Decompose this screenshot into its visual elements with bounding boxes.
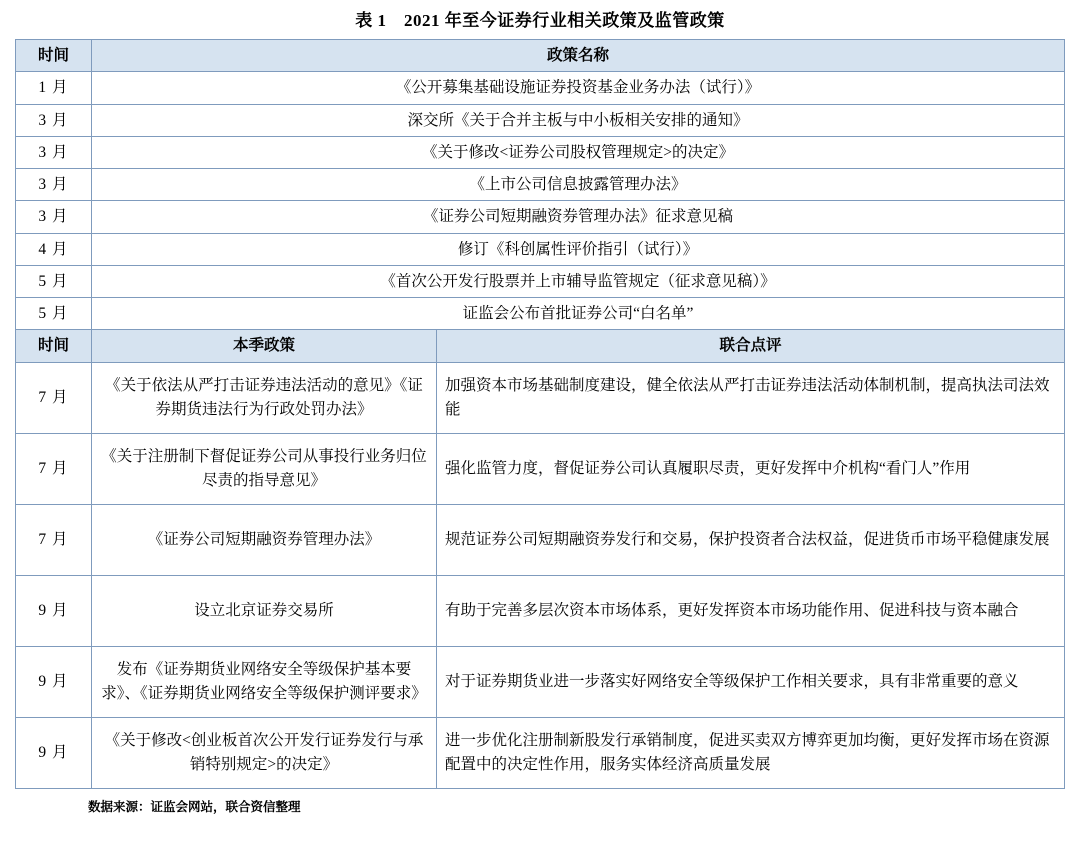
header-time-2: 时间 <box>16 330 92 362</box>
table-row <box>16 265 1065 297</box>
cell-time: 9 月 <box>16 717 92 788</box>
cell-quarter-policy: 《证券公司短期融资券管理办法》 <box>92 504 437 575</box>
cell-time: 7 月 <box>16 504 92 575</box>
cell-time: 7 月 <box>16 433 92 504</box>
table-row <box>16 169 1065 201</box>
cell-policy-name: 《证券公司短期融资券管理办法》征求意见稿 <box>92 201 1065 233</box>
cell-time: 7 月 <box>16 362 92 433</box>
cell-joint-comment: 强化监管力度，督促证券公司认真履职尽责，更好发挥中介机构“看门人”作用 <box>437 433 1065 504</box>
cell-quarter-policy: 设立北京证券交易所 <box>92 575 437 646</box>
table-caption: 表 1 2021 年至今证券行业相关政策及监管政策 <box>355 11 725 30</box>
cell-time: 3 月 <box>16 104 92 136</box>
cell-joint-comment: 有助于完善多层次资本市场体系，更好发挥资本市场功能作用、促进科技与资本融合 <box>437 575 1065 646</box>
table-header-row-1 <box>16 40 1065 72</box>
cell-policy-name: 深交所《关于合并主板与中小板相关安排的通知》 <box>92 104 1065 136</box>
cell-quarter-policy: 《关于注册制下督促证券公司从事投行业务归位尽责的指导意见》 <box>92 433 437 504</box>
cell-policy-name: 《关于修改<证券公司股权管理规定>的决定》 <box>92 136 1065 168</box>
table-row <box>16 72 1065 104</box>
cell-time: 5 月 <box>16 298 92 330</box>
table-row <box>16 717 1065 788</box>
cell-time: 5 月 <box>16 265 92 297</box>
table-row <box>16 136 1065 168</box>
data-source-note: 数据来源：证监会网站，联合资信整理 <box>88 799 301 814</box>
table-row <box>16 646 1065 717</box>
cell-time: 4 月 <box>16 233 92 265</box>
cell-policy-name: 《公开募集基础设施证券投资基金业务办法（试行）》 <box>92 72 1065 104</box>
header-joint-comment: 联合点评 <box>437 330 1065 362</box>
cell-policy-name: 《上市公司信息披露管理办法》 <box>92 169 1065 201</box>
table-row <box>16 575 1065 646</box>
table-row <box>16 104 1065 136</box>
cell-quarter-policy: 《关于修改<创业板首次公开发行证券发行与承销特别规定>的决定》 <box>92 717 437 788</box>
header-time: 时间 <box>16 40 92 72</box>
cell-time: 3 月 <box>16 136 92 168</box>
cell-joint-comment: 进一步优化注册制新股发行承销制度，促进买卖双方博弈更加均衡，更好发挥市场在资源配置中的决定性作用，服务实体经济高质量发展 <box>437 717 1065 788</box>
cell-time: 1 月 <box>16 72 92 104</box>
table-header-row-2 <box>16 330 1065 362</box>
cell-policy-name: 修订《科创属性评价指引（试行）》 <box>92 233 1065 265</box>
cell-time: 3 月 <box>16 169 92 201</box>
policy-table <box>15 39 1065 789</box>
cell-time: 3 月 <box>16 201 92 233</box>
table-row <box>16 504 1065 575</box>
cell-quarter-policy: 发布《证券期货业网络安全等级保护基本要求》、《证券期货业网络安全等级保护测评要求》 <box>92 646 437 717</box>
cell-joint-comment: 加强资本市场基础制度建设，健全依法从严打击证券违法活动体制机制，提高执法司法效能 <box>437 362 1065 433</box>
header-quarter-policy: 本季政策 <box>92 330 437 362</box>
table-row <box>16 362 1065 433</box>
cell-joint-comment: 规范证券公司短期融资券发行和交易，保护投资者合法权益，促进货币市场平稳健康发展 <box>437 504 1065 575</box>
cell-joint-comment: 对于证券期货业进一步落实好网络安全等级保护工作相关要求，具有非常重要的意义 <box>437 646 1065 717</box>
cell-policy-name: 证监会公布首批证券公司“白名单” <box>92 298 1065 330</box>
cell-time: 9 月 <box>16 646 92 717</box>
table-row <box>16 298 1065 330</box>
table-row <box>16 433 1065 504</box>
table-row <box>16 201 1065 233</box>
cell-policy-name: 《首次公开发行股票并上市辅导监管规定（征求意见稿）》 <box>92 265 1065 297</box>
cell-time: 9 月 <box>16 575 92 646</box>
header-policy-name: 政策名称 <box>92 40 1065 72</box>
cell-quarter-policy: 《关于依法从严打击证券违法活动的意见》《证券期货违法行为行政处罚办法》 <box>92 362 437 433</box>
table-row <box>16 233 1065 265</box>
